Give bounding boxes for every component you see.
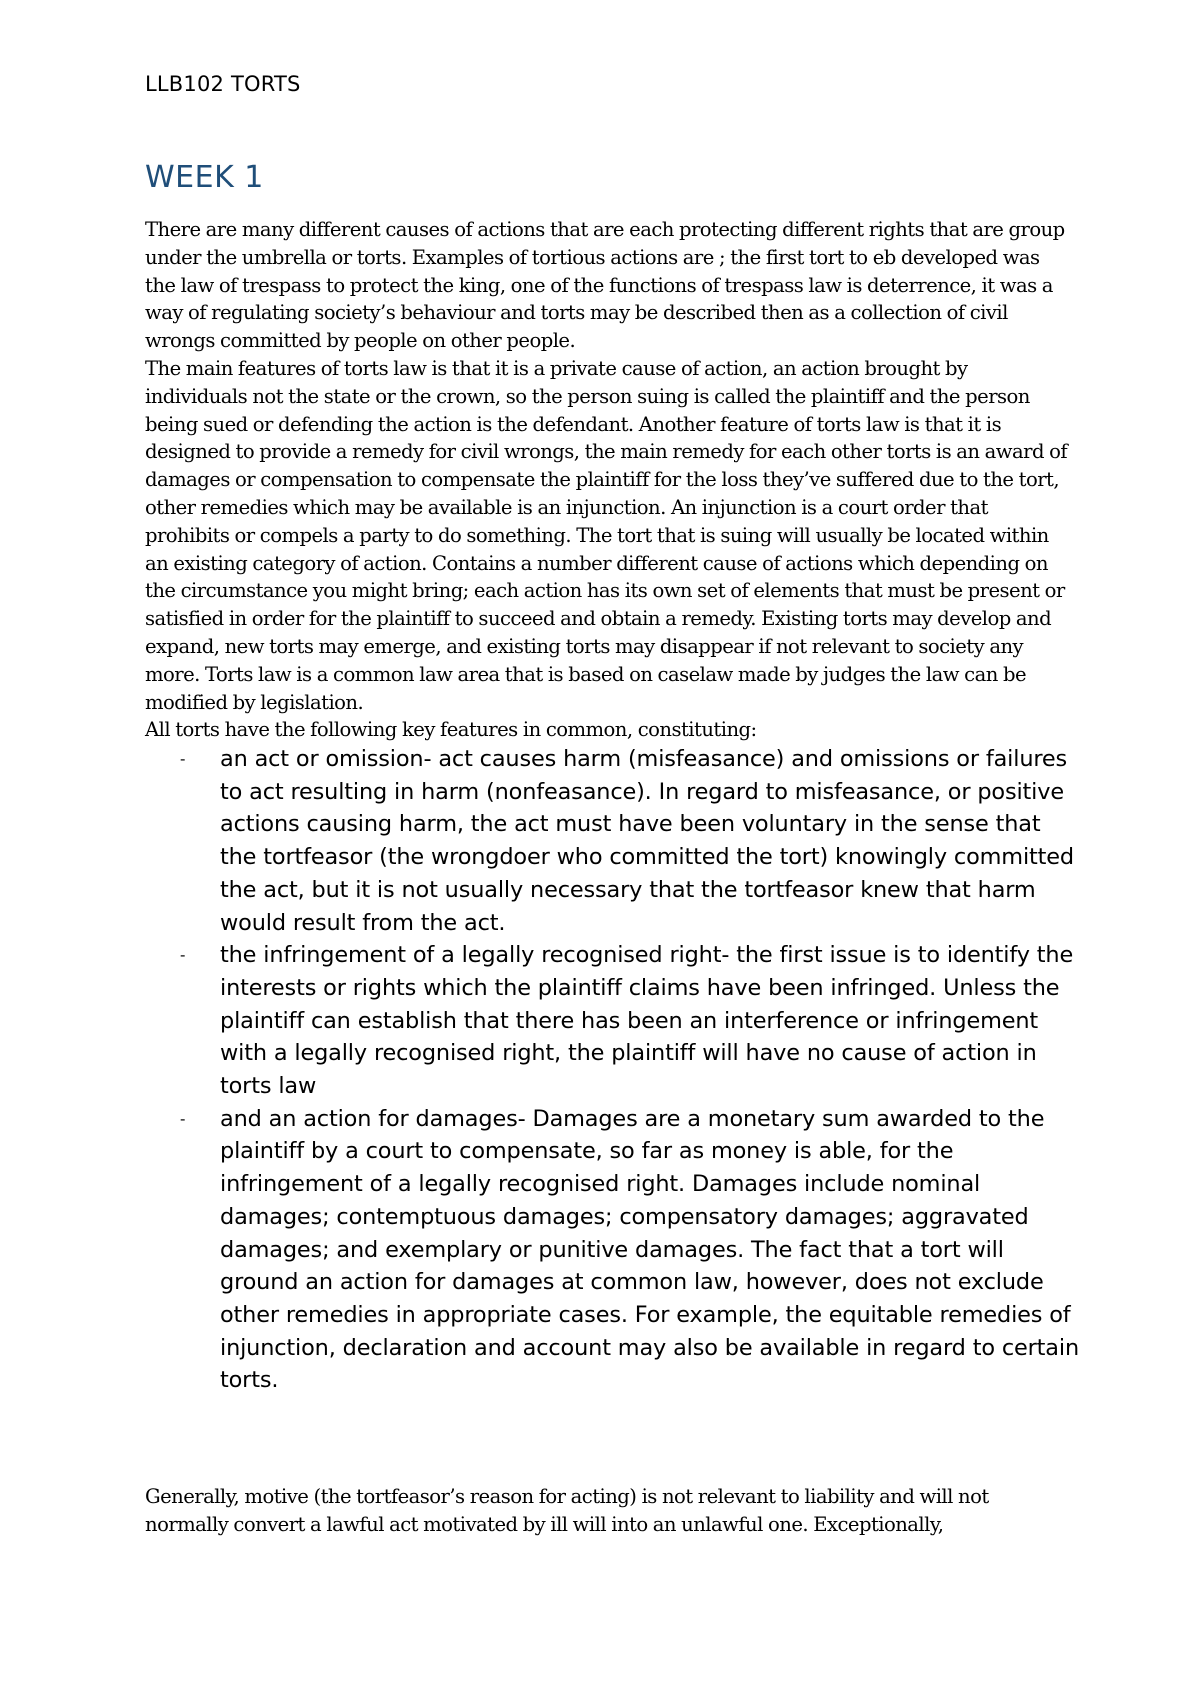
body-text: [145, 216, 1070, 744]
section-heading: WEEK 1: [145, 160, 264, 195]
list-item: [180, 743, 1080, 939]
page-header: LLB102 TORTS: [145, 72, 301, 96]
paragraph-key-features-lead: All torts have the following key features in common, constituting:: [145, 718, 757, 742]
bullet-marker: -: [180, 749, 186, 768]
list-item: [180, 939, 1080, 1103]
list-item-text: an act or omission- act causes harm (misfeasance) and omissions or failures to act resulting in harm (nonfeasance). In regard to misfeasance, or positive actions causing harm, the act must have been voluntary in the sense that the tortfeasor (the wrongdoer who committed the tort) knowingly committed the act, but it is not usually necessary that the tortfeasor knew that harm would result from the act.: [220, 746, 1074, 936]
list-item-text: the infringement of a legally recognised right- the first issue is to identify the interests or rights which the plaintiff claims have been infringed. Unless the plaintiff can establish that there has been an interference or infringement with a legally recognised right, the plaintiff will have no cause of action in torts law: [220, 942, 1074, 1100]
list-item: [180, 1103, 1080, 1397]
paragraph-motive: Generally, motive (the tortfeasor’s reason for acting) is not relevant to liability and will not normally convert a lawful act motivated by ill will into an unlawful one. Exceptionally,: [145, 1485, 989, 1536]
bullet-marker: -: [180, 945, 186, 965]
key-features-list: [180, 743, 1080, 1397]
list-item-text: and an action for damages- Damages are a monetary sum awarded to the plaintiff by a court to compensate, so far as money is able, for the infringement of a legally recognised right. Damages include nominal damages; contemptuous damages; compensatory damages; aggravated damages; and exemplary or punitive damages. The fact that a tort will ground an action for damages at common law, however, does not exclude other remedies in appropriate cases. For example, the equitable remedies of injunction, declaration and account may also be available in regard to certain torts.: [220, 1105, 1079, 1394]
paragraph-main-features: The main features of torts law is that it is a private cause of action, an action brought by individuals not the state or the crown, so the person suing is called the plaintiff and the person being sued or defending the action is the defendant. Another feature of torts law is that it is designed to provide a remedy for civil wrongs, the main remedy for each other torts is an award of damages or compensation to compensate the plaintiff for the loss they’ve suffered due to the tort, other remedies which may be available is an injunction. An injunction is a court order that prohibits or compels a party to do something. The tort that is suing will usually be located within an existing category of action. Contains a number different cause of actions which depending on the circumstance you might bring; each action has its own set of elements that must be present or satisfied in order for the plaintiff to succeed and obtain a remedy. Existing torts may develop and expand, new torts may emerge, and existing torts may disappear if not relevant to society any more. Torts law is a common law area that is based on caselaw made by judges the law can be modified by legislation.: [145, 356, 1068, 714]
bullet-marker: -: [180, 1108, 186, 1128]
paragraph-intro: There are many different causes of actions that are each protecting different rights that are group under the umbrella or torts. Examples of tortious actions are ; the first tort to eb developed was the law of trespass to protect the king, one of the functions of trespass law is deterrence, it was a way of regulating society’s behaviour and torts may be described then as a collection of civil wrongs committed by people on other people.: [145, 218, 1065, 353]
